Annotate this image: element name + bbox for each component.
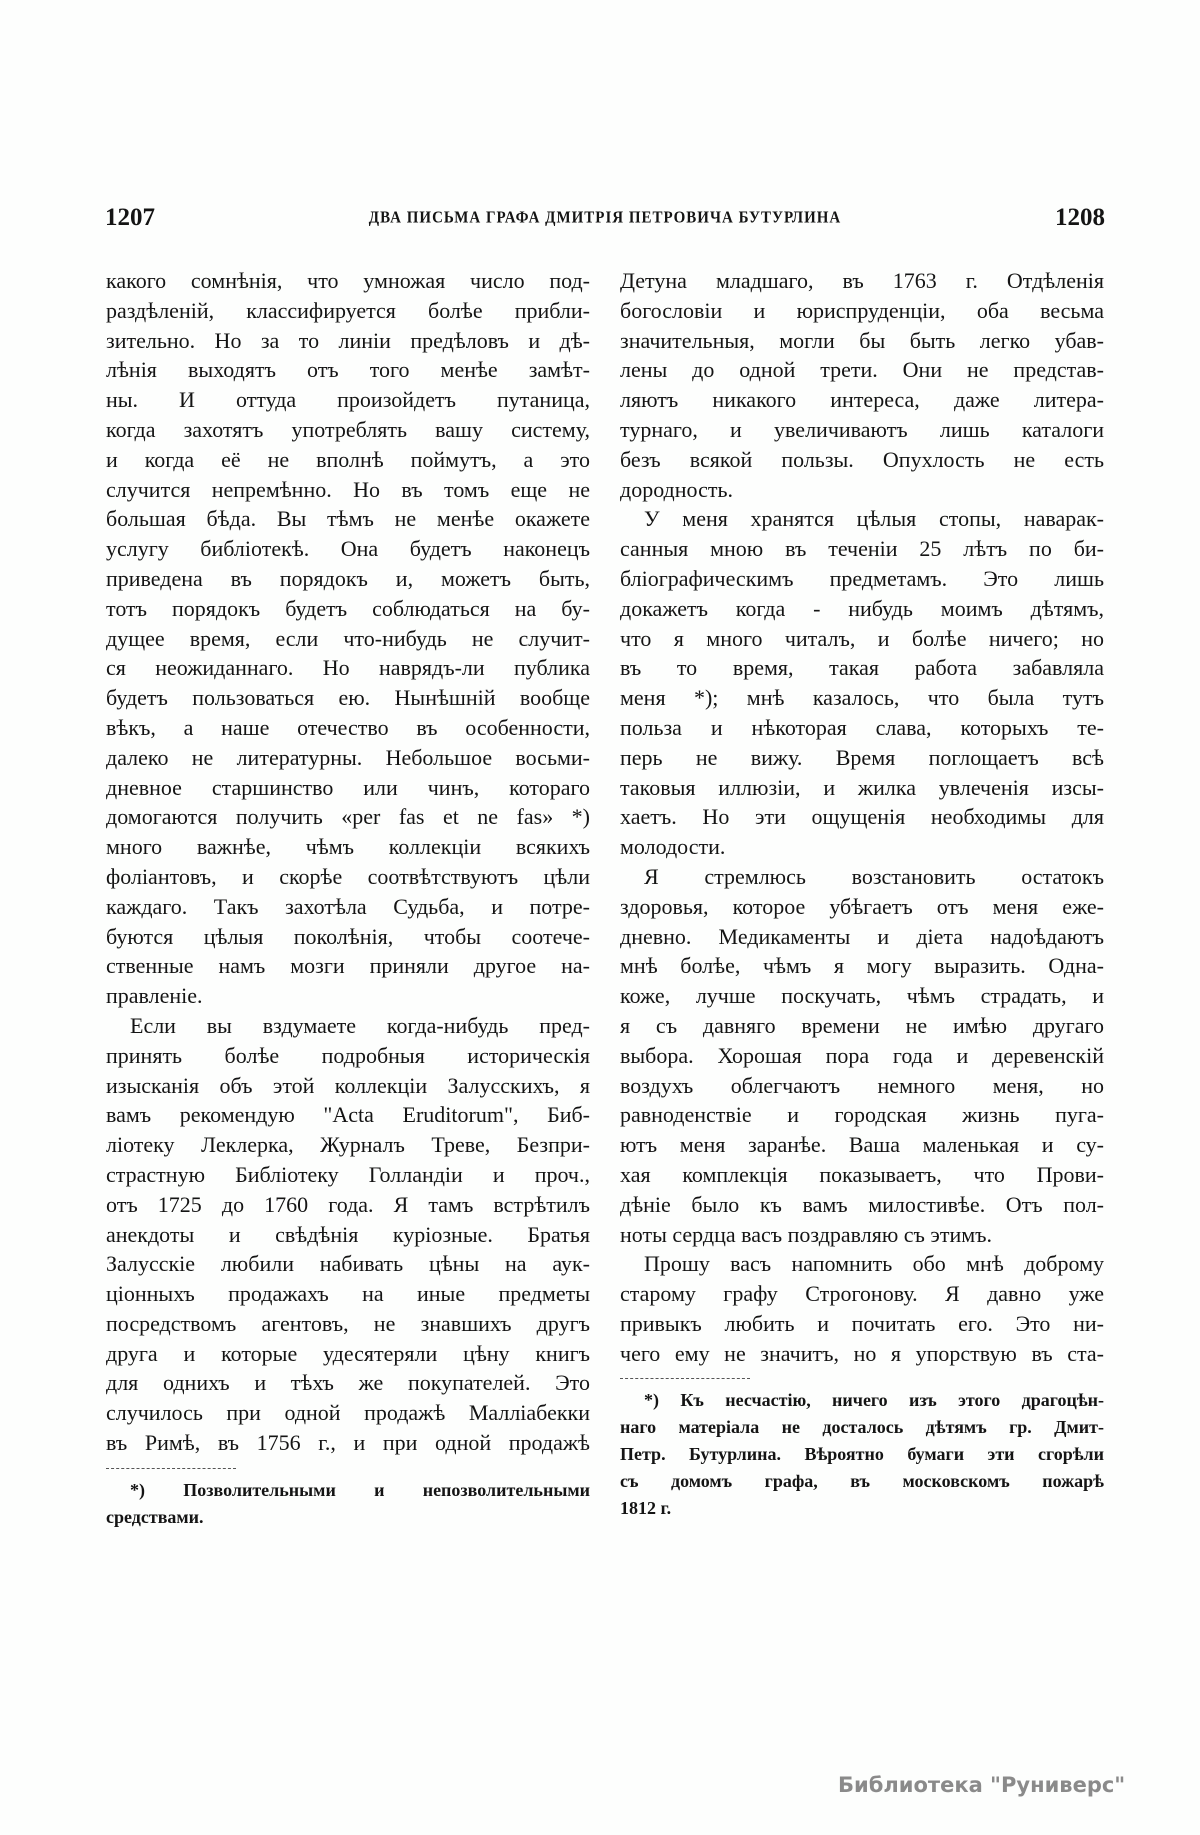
text-line: равноденствіе и городская жизнь пуга- [620, 1102, 1104, 1128]
text-line: страстную Библіотеку Голландіи и проч., [106, 1161, 590, 1187]
text-line: ственные намъ мозги приняли другое на- [106, 953, 590, 979]
text-line: значительныя, могли бы быть легко убав- [620, 327, 1104, 353]
text-line: ютъ меня заранѣе. Ваша маленькая и су- [620, 1132, 1104, 1158]
text-line: что я много читалъ, и болѣе ничего; но [620, 625, 1104, 651]
text-line: хая комплекція показываетъ, что Прови- [620, 1161, 1104, 1187]
text-line: хаетъ. Но эти ощущенія необходимы для [620, 804, 1104, 830]
text-line: дущее время, если что-нибудь не случит- [106, 625, 590, 651]
text-line: случится непремѣнно. Но въ томъ еще не [106, 476, 590, 502]
right-column-body [620, 266, 1104, 1368]
text-line: въ то время, такая работа забавляла [620, 655, 1104, 681]
text-line: таковыя иллюзіи, и жилка увлеченія изсы- [620, 774, 1104, 800]
text-line: я съ давняго времени не имѣю другаго [620, 1012, 1104, 1038]
footnote-divider [106, 1468, 236, 1469]
text-line: большая бѣда. Вы тѣмъ не менѣе окажете [106, 506, 590, 532]
text-line: вѣкъ, а наше отечество въ особенности, [106, 714, 590, 740]
text-line: зительно. Но за то линіи предѣловъ и дѣ- [106, 327, 590, 353]
text-line: молодости. [620, 834, 726, 860]
text-line: лѣнія выходятъ отъ того менѣе замѣт- [106, 357, 590, 383]
footnote-line: Петр. Бутурлина. Вѣроятно бумаги эти сгорѣли [620, 1444, 1104, 1465]
text-line: правленіе. [106, 983, 203, 1009]
text-line: посредствомъ агентовъ, не знавшихъ другъ [106, 1310, 590, 1336]
text-line: фоліантовъ, и скорѣе соотвѣтствуютъ цѣли [106, 863, 590, 889]
text-line: богословіи и юриспруденціи, оба весьма [620, 297, 1104, 323]
text-line: друга и которые удесятеряли цѣну книгъ [106, 1340, 590, 1366]
text-line: ціонныхъ продажахъ на иные предметы [106, 1281, 590, 1307]
footnote-line: средствами. [106, 1506, 204, 1527]
text-line: ляютъ никакого интереса, даже литера- [620, 387, 1104, 413]
text-line: привыкъ любить и почитать его. Это ни- [620, 1310, 1104, 1336]
footnote-line: наго матеріала не досталось дѣтямъ гр. Дмит- [620, 1417, 1104, 1438]
running-head [105, 200, 1105, 236]
text-line: много важнѣе, чѣмъ коллекціи всякихъ [106, 834, 590, 860]
text-line: какого сомнѣнія, что умножая число под- [106, 268, 590, 293]
text-line: выбора. Хорошая пора года и деревенскій [620, 1042, 1104, 1068]
text-line: далеко не литературны. Небольшое восьми- [106, 744, 590, 770]
footnote-line: *) Къ несчастію, ничего изъ этого драгоцѣн- [644, 1390, 1104, 1411]
text-line: когда захотятъ употреблять вашу систему, [106, 416, 590, 442]
library-watermark: Библиотека "Руниверс" [838, 1773, 1126, 1797]
text-line: отъ 1725 до 1760 года. Я тамъ встрѣтилъ [106, 1191, 590, 1217]
left-column-body [106, 266, 590, 1458]
left-footnote [106, 1477, 590, 1531]
right-footnote [620, 1387, 1104, 1522]
text-line: будетъ пользоваться ею. Нынѣшній вообще [106, 685, 590, 711]
text-line: каждаго. Такъ захотѣла Судьба, и потре- [106, 893, 590, 919]
left-page-number: 1207 [105, 204, 155, 231]
text-line: меня *); мнѣ казалось, что была тутъ [620, 685, 1104, 711]
text-line: въ Римѣ, въ 1756 г., и при одной продажѣ [106, 1430, 590, 1456]
text-line: дневное старшинство или чинъ, котораго [106, 774, 590, 800]
text-line: дневно. Медикаменты и діета надоѣдаютъ [620, 923, 1104, 949]
text-line: Залусскіе любили набивать цѣны на аук- [106, 1251, 590, 1277]
text-line: приведена въ порядокъ и, можетъ быть, [106, 565, 590, 591]
text-line: чего ему не значитъ, но я упорствую въ ста- [620, 1340, 1104, 1366]
text-line: польза и нѣкоторая слава, которыхъ те- [620, 714, 1104, 740]
text-line: изысканія объ этой коллекціи Залусскихъ, я [106, 1072, 590, 1098]
footnote-divider [620, 1378, 750, 1379]
text-line: анекдоты и свѣдѣнія куріозные. Братья [106, 1221, 590, 1247]
text-line: дѣніе было къ вамъ милостивѣе. Отъ пол- [620, 1191, 1104, 1217]
text-line: услугу библіотекѣ. Она будетъ наконецъ [106, 536, 590, 562]
text-line: лены до одной трети. Они не представ- [620, 357, 1104, 383]
text-line: вамъ рекомендую "Acta Eruditorum", Биб- [106, 1102, 590, 1128]
paragraph-start-line: Если вы вздумаете когда-нибудь пред- [130, 1012, 590, 1038]
text-line: ноты сердца васъ поздравляю съ этимъ. [620, 1221, 993, 1247]
running-title: ДВА ПИСЬМА ГРАФА ДМИТРІЯ ПЕТРОВИЧА БУТУРЛИНА [368, 208, 842, 227]
text-line: мнѣ болѣе, чѣмъ я могу выразить. Одна- [620, 953, 1104, 979]
text-line: буются цѣлыя поколѣнія, чтобы соотече- [106, 923, 590, 949]
paragraph-start-line: У меня хранятся цѣлыя стопы, наварак- [644, 506, 1104, 532]
text-line: перь не вижу. Время поглощаетъ всѣ [620, 744, 1104, 770]
text-line: ся неожиданнаго. Но наврядъ-ли публика [106, 655, 590, 681]
text-line: принять болѣе подробныя историческія [106, 1042, 590, 1068]
text-line: воздухъ облегчаютъ немного меня, но [620, 1072, 1104, 1098]
paragraph-start-line: Прошу васъ напомнить обо мнѣ доброму [644, 1251, 1104, 1277]
text-line: и когда её не вполнѣ поймутъ, а это [106, 446, 590, 472]
right-column [620, 266, 1104, 1522]
text-line: ліотеку Леклерка, Журналъ Треве, Безпри- [106, 1132, 590, 1158]
text-line: здоровья, которое убѣгаетъ отъ меня еже- [620, 893, 1104, 919]
left-column [106, 266, 590, 1531]
text-line: домогаются получить «per fas et ne fas» *) [106, 804, 590, 830]
footnote-line: *) Позволительными и непозволительными [130, 1479, 590, 1500]
text-line: докажетъ когда - нибудь моимъ дѣтямъ, [620, 595, 1104, 621]
text-line: ны. И оттуда произойдетъ путаница, [106, 387, 590, 413]
text-line: тотъ порядокъ будетъ соблюдаться на бу- [106, 595, 590, 621]
text-line: старому графу Строгонову. Я давно уже [620, 1281, 1104, 1307]
text-line: Детуна младшаго, въ 1763 г. Отдѣленія [620, 268, 1104, 293]
text-line: санныя мною въ теченіи 25 лѣтъ по би- [620, 536, 1104, 562]
text-line: дородность. [620, 476, 733, 502]
text-line: безъ всякой пользы. Опухлость не есть [620, 446, 1104, 472]
footnote-line: 1812 г. [620, 1498, 672, 1519]
text-line: раздѣленій, классифируется болѣе прибли- [106, 297, 590, 323]
text-line: коже, лучше поскучать, чѣмъ страдать, и [620, 983, 1104, 1009]
right-page-number: 1208 [1055, 204, 1105, 231]
paragraph-start-line: Я стремлюсь возстановить остатокъ [644, 863, 1104, 889]
text-line: для однихъ и тѣхъ же покупателей. Это [106, 1370, 590, 1396]
text-line: турнаго, и увеличиваютъ лишь каталоги [620, 416, 1104, 442]
footnote-line: съ домомъ графа, въ московскомъ пожарѣ [620, 1471, 1104, 1492]
text-line: бліографическимъ предметамъ. Это лишь [620, 565, 1104, 591]
text-line: случилось при одной продажѣ Малліабекки [106, 1400, 590, 1426]
